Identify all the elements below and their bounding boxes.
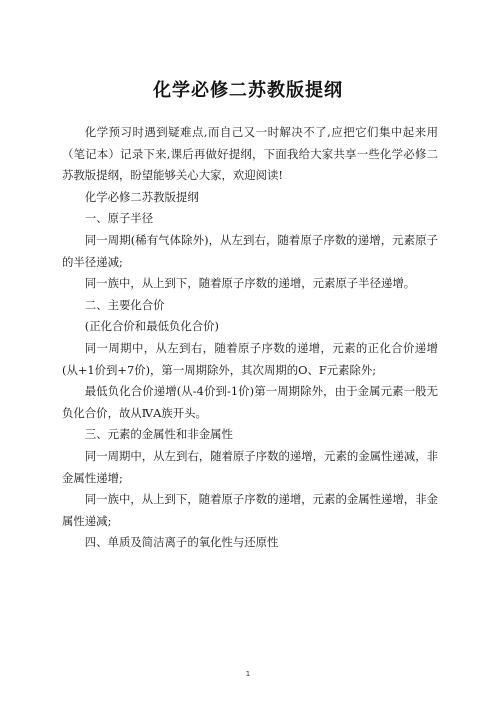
paragraph: 同一周期(稀有气体除外)，从左到右，随着原子序数的递增，元素原子的半径递减; xyxy=(62,232,438,269)
document-title: 化学必修二苏教版提纲 xyxy=(153,80,343,101)
paragraph: (正化合价和最低负化合价) xyxy=(84,319,219,334)
paragraph: 同一周期中，从左到右，随着原子序数的递增，元素的正化合价递增(从+1价到+7价)，第一周期除外，其次周期的O、F元素除外; xyxy=(62,340,438,377)
section-heading-atomic-radius: 一、原子半径 xyxy=(84,211,154,226)
section-heading-valence: 二、主要化合价 xyxy=(84,297,165,312)
section-heading-metallicity: 三、元素的金属性和非金属性 xyxy=(84,427,233,442)
paragraph: 同一周期中，从左到右，随着原子序数的递增，元素的金属性递减，非金属性递增; xyxy=(62,448,438,485)
paragraph: 同一族中，从上到下，随着原子序数的递增，元素的金属性递增，非金属性递减; xyxy=(62,492,438,528)
paragraph: 最低负化合价递增(从-4价到-1价)第一周期除外，由于金属元素一般无负化合价，故从ⅣA族开头。 xyxy=(62,384,438,420)
paragraph: 同一族中，从上到下，随着原子序数的递增，元素原子半径递增。 xyxy=(84,276,416,291)
page-number: 1 xyxy=(245,670,251,678)
paragraph-subtitle: 化学必修二苏教版提纲 xyxy=(84,189,199,204)
section-heading-redox: 四、单质及简洁离子的氧化性与还原性 xyxy=(84,535,279,550)
document-body xyxy=(62,122,438,554)
paragraph-intro: 化学预习时遇到疑难点,而自己又一时解决不了,应把它们集中起来用（笔记本）记录下来,课后再做好提纲，下面我给大家共享一些化学必修二苏教版提纲，盼望能够关心大家，欢迎阅读! xyxy=(62,125,438,183)
